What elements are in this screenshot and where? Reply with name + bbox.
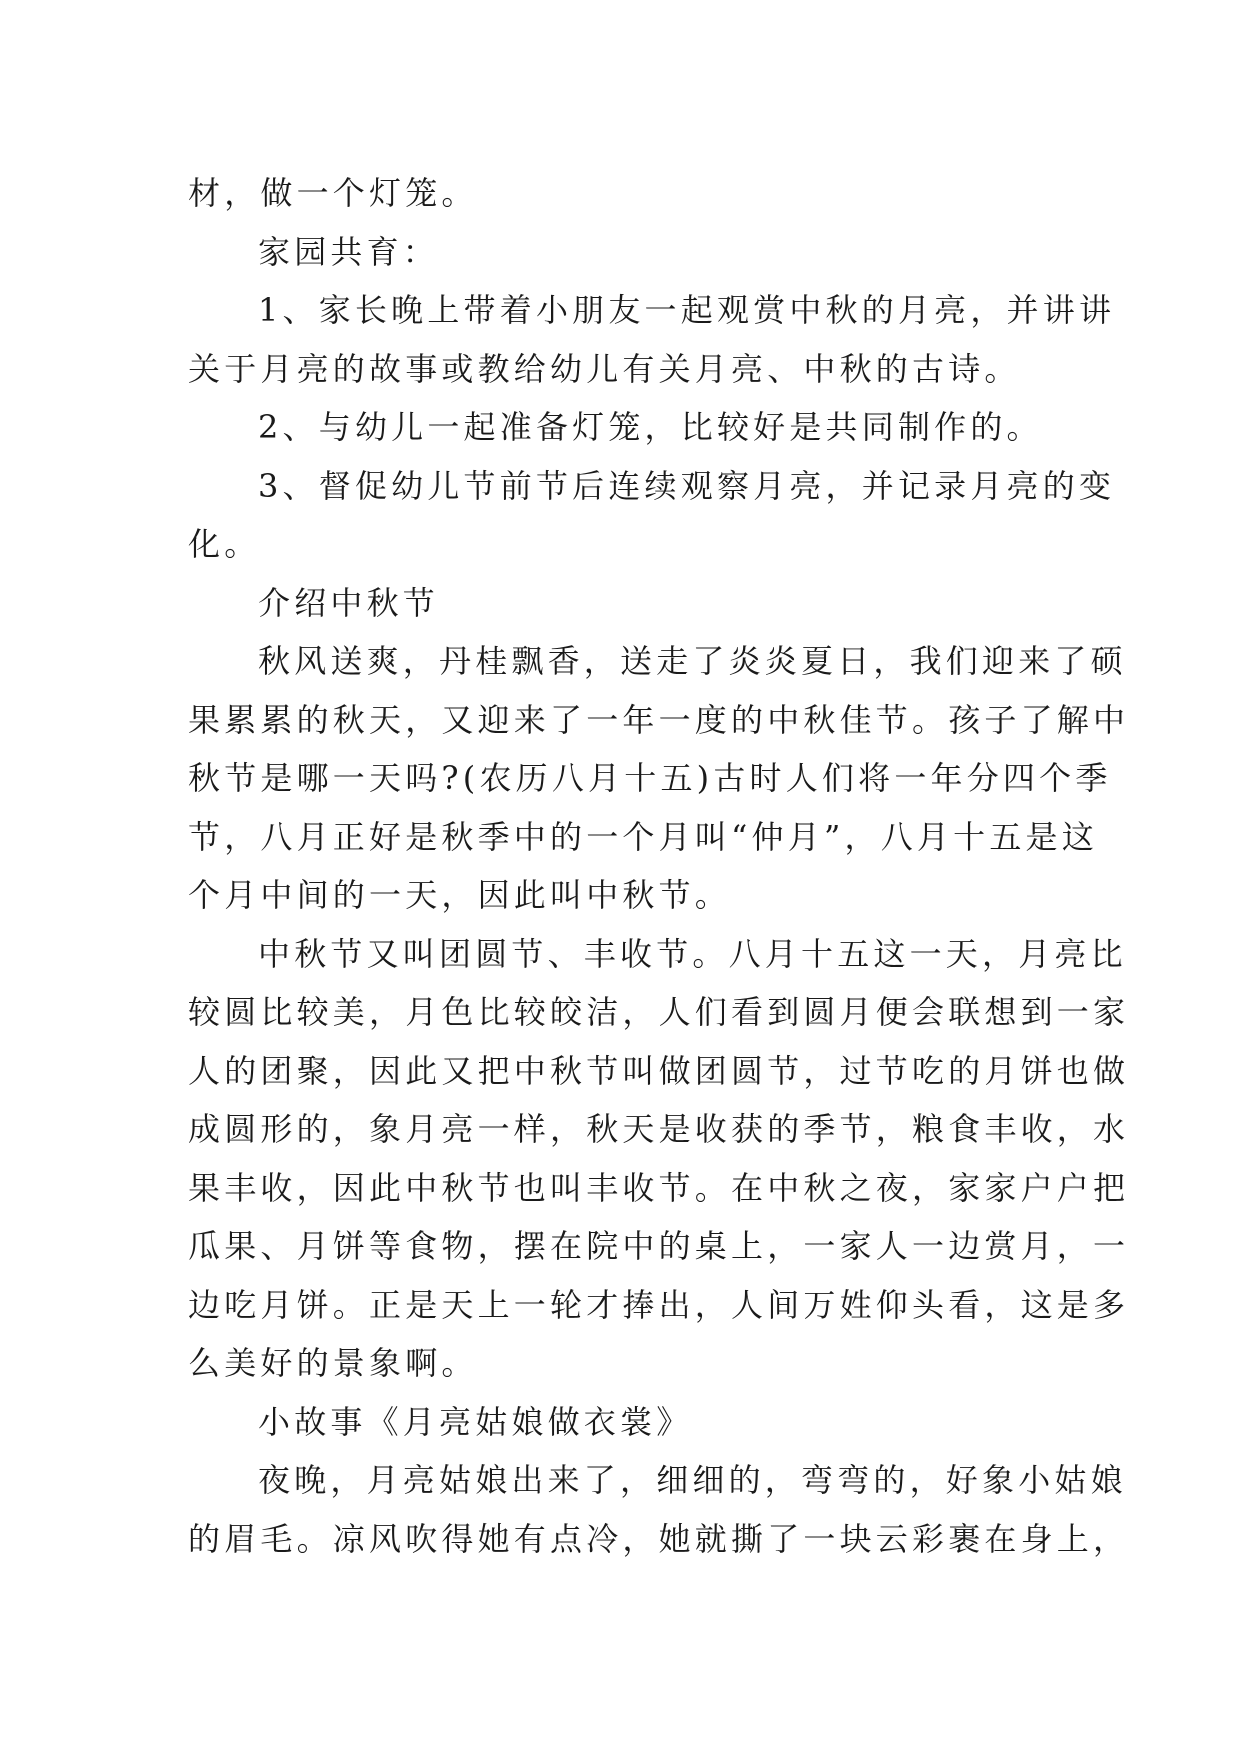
text-line: 较圆比较美，月色比较皎洁，人们看到圆月便会联想到一家 [188, 993, 1130, 1031]
text-line: 化。 [188, 525, 261, 563]
text-line: 秋节是哪一天吗?(农历八月十五)古时人们将一年分四个季 [188, 759, 1112, 797]
text-line: 人的团聚，因此又把中秋节叫做团圆节，过节吃的月饼也做 [188, 1051, 1130, 1090]
text-line: 关于月亮的故事或教给幼儿有关月亮、中秋的古诗。 [188, 349, 1021, 388]
list-item-3: 3、督促幼儿节前节后连续观察月亮，并记录月亮的变 [258, 466, 1116, 505]
list-item-2: 2、与幼儿一起准备灯笼，比较好是共同制作的。 [258, 408, 1043, 446]
text-line: 么美好的景象啊。 [188, 1344, 478, 1382]
text-line: 材，做一个灯笼。 [188, 174, 478, 212]
section-heading-home-school: 家园共育： [258, 232, 440, 271]
text-line: 边吃月饼。正是天上一轮才捧出，人间万姓仰头看，这是多 [188, 1285, 1130, 1324]
text-line: 瓜果、月饼等食物，摆在院中的桌上，一家人一边赏月，一 [188, 1227, 1130, 1265]
section-heading-intro: 介绍中秋节 [258, 583, 440, 622]
text-line: 果累累的秋天，又迎来了一年一度的中秋佳节。孩子了解中 [188, 700, 1130, 739]
paragraph-start: 中秋节又叫团圆节、丰收节。八月十五这一天，月亮比 [258, 934, 1127, 973]
list-item-1: 1、家长晚上带着小朋友一起观赏中秋的月亮，并讲讲 [258, 291, 1116, 329]
document-body [188, 164, 1130, 1568]
paragraph-start: 夜晚，月亮姑娘出来了，细细的，弯弯的，好象小姑娘 [258, 1461, 1127, 1499]
text-line: 个月中间的一天，因此叫中秋节。 [188, 876, 732, 914]
text-line: 节，八月正好是秋季中的一个月叫“仲月”，八月十五是这 [188, 817, 1098, 856]
text-line: 果丰收，因此中秋节也叫丰收节。在中秋之夜，家家户户把 [188, 1168, 1130, 1207]
paragraph-start: 秋风送爽，丹桂飘香，送走了炎炎夏日，我们迎来了硕 [258, 642, 1127, 680]
text-line: 的眉毛。凉风吹得她有点冷，她就撕了一块云彩裹在身上， [188, 1519, 1130, 1558]
text-line: 成圆形的，象月亮一样，秋天是收获的季节，粮食丰收，水 [188, 1110, 1130, 1148]
section-heading-story: 小故事《月亮姑娘做衣裳》 [258, 1402, 693, 1441]
